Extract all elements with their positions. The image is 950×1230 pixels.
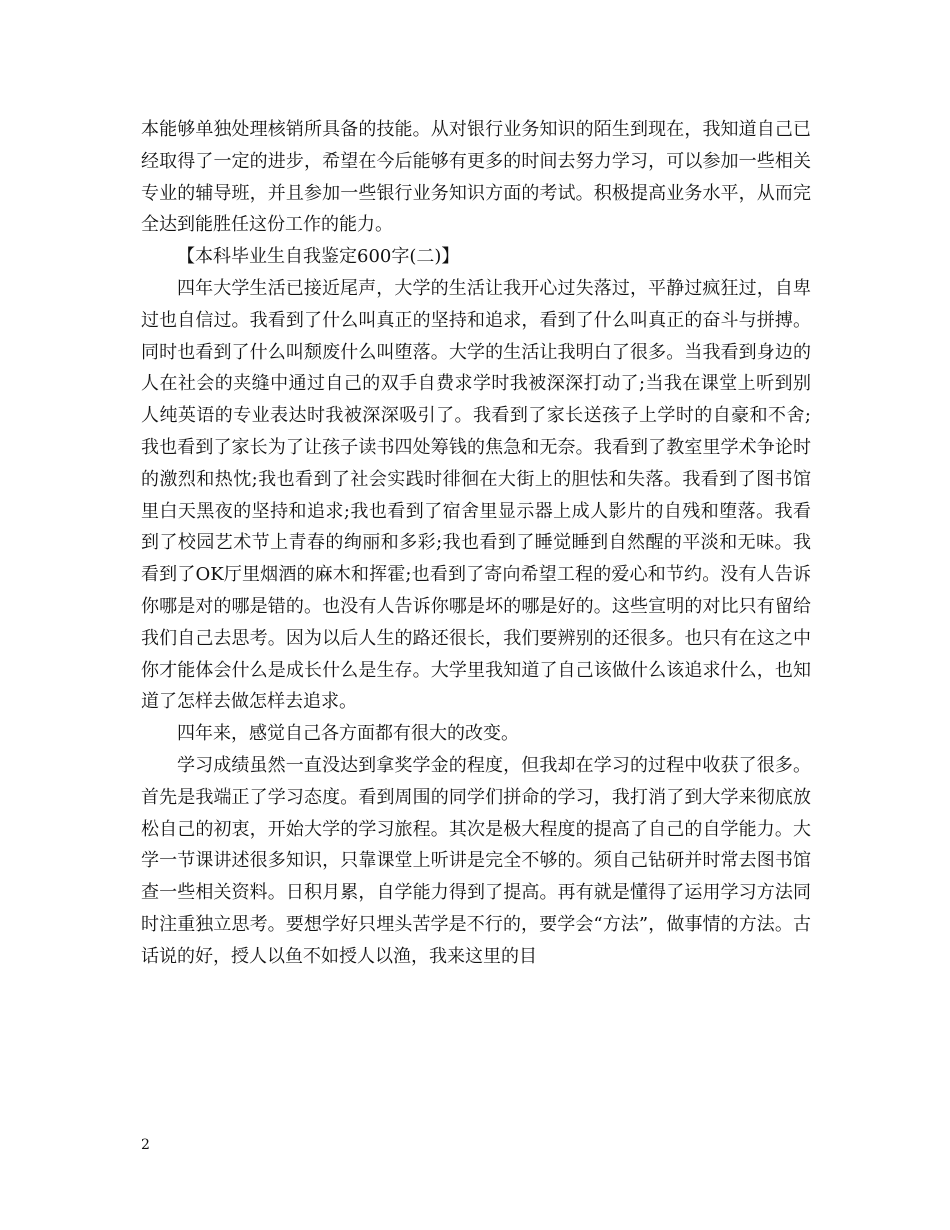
paragraph: 学习成绩虽然一直没达到拿奖学金的程度，但我却在学习的过程中收获了很多。首先是我端正了学习态度。看到周围的同学们拼命的学习，我打消了到大学来彻底放松自己的初衷，开始大学的学习旅程。其次是极大程度的提高了自己的自学能力。大学一节课讲述很多知识，只靠课堂上听讲是完全不够的。须自己钻研并时常去图书馆查一些相关资料。日积月累，自学能力得到了提高。再有就是懂得了运用学习方法同时注重独立思考。要想学好只埋头苦学是不行的，要学会“方法”，做事情的方法。古话说的好，授人以鱼不如授人以渔，我来这里的目 bbox=[141, 754, 811, 967]
paragraph-continuation: 本能够单独处理核销所具备的技能。从对银行业务知识的陌生到现在，我知道自己已经取得了一定的进步，希望在今后能够有更多的时间去努力学习，可以参加一些相关专业的辅导班，并且参加一些银行业务知识方面的考试。积极提高业务水平，从而完全达到能胜任这份工作的能力。 bbox=[141, 119, 811, 236]
section-heading: 【本科毕业生自我鉴定600字(二)】 bbox=[177, 246, 460, 268]
paragraph: 四年来，感觉自己各方面都有很大的改变。 bbox=[177, 723, 519, 745]
page-body bbox=[141, 114, 811, 973]
page-number: 2 bbox=[141, 1137, 150, 1153]
paragraph: 四年大学生活已接近尾声，大学的生活让我开心过失落过，平静过疯狂过，自卑过也自信过。我看到了什么叫真正的坚持和追求，看到了什么叫真正的奋斗与拼搏。同时也看到了什么叫颓废什么叫堕落。大学的生活让我明白了很多。当我看到身边的人在社会的夹缝中通过自己的双手自费求学时我被深深打动了;当我在课堂上听到别人纯英语的专业表达时我被深深吸引了。我看到了家长送孩子上学时的自豪和不舍;我也看到了家长为了让孩子读书四处筹钱的焦急和无奈。我看到了教室里学术争论时的激烈和热忱;我也看到了社会实践时徘徊在大街上的胆怯和失落。我看到了图书馆里白天黑夜的坚持和追求;我也看到了宿舍里显示器上成人影片的自残和堕落。我看到了校园艺术节上青春的绚丽和多彩;我也看到了睡觉睡到自然醒的平淡和无味。我看到了OK厅里烟酒的麻木和挥霍;也看到了寄向希望工程的爱心和节约。没有人告诉你哪是对的哪是错的。也没有人告诉你哪是坏的哪是好的。这些宣明的对比只有留给我们自己去思考。因为以后人生的路还很长，我们要辨别的还很多。也只有在这之中你才能体会什么是成长什么是生存。大学里我知道了自己该做什么该追求什么，也知道了怎样去做怎样去追求。 bbox=[141, 277, 811, 713]
